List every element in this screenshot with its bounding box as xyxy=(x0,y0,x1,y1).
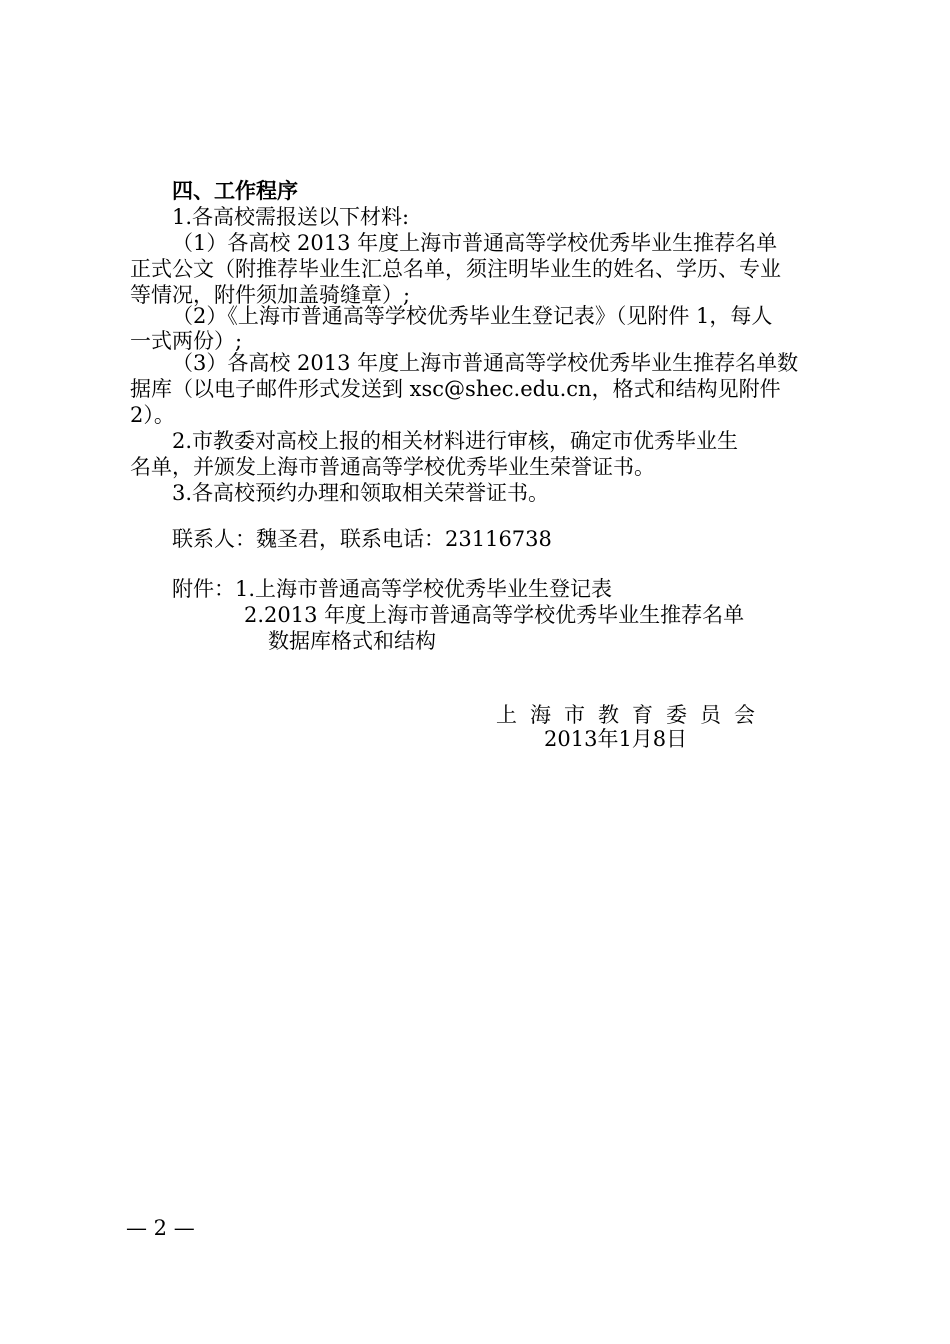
page-number: — 2 — xyxy=(126,1216,195,1240)
body-line-2: （1）各高校 2013 年度上海市普通高等学校优秀毕业生推荐名单 xyxy=(172,231,778,255)
signature-date: 2013年1月8日 xyxy=(544,727,688,751)
body-line-10: 2.市教委对高校上报的相关材料进行审核，确定市优秀毕业生 xyxy=(172,429,739,453)
body-line-5: （2）《上海市普通高等学校优秀毕业生登记表》（见附件 1，每人 xyxy=(172,304,773,328)
contact-line: 联系人：魏圣君，联系电话：23116738 xyxy=(172,527,552,551)
body-line-9: 2）。 xyxy=(130,403,175,427)
body-line-4: 等情况，附件须加盖骑缝章）; xyxy=(130,283,411,307)
body-line-1: 1.各高校需报送以下材料: xyxy=(172,205,410,229)
signature-org: 上海市教育委员会 xyxy=(496,703,768,727)
attachments-line-3: 数据库格式和结构 xyxy=(268,629,436,653)
body-line-12: 3.各高校预约办理和领取相关荣誉证书。 xyxy=(172,481,550,505)
attachments-line-1: 附件：1.上海市普通高等学校优秀毕业生登记表 xyxy=(172,577,613,601)
body-line-6: 一式两份）; xyxy=(130,329,243,353)
body-line-8: 据库（以电子邮件形式发送到 xsc@shec.edu.cn，格式和结构见附件 xyxy=(130,377,781,401)
body-line-3: 正式公文（附推荐毕业生汇总名单，须注明毕业生的姓名、学历、专业 xyxy=(130,257,781,281)
body-line-11: 名单，并颁发上海市普通高等学校优秀毕业生荣誉证书。 xyxy=(130,455,655,479)
body-line-7: （3）各高校 2013 年度上海市普通高等学校优秀毕业生推荐名单数 xyxy=(172,351,799,375)
section-heading: 四、工作程序 xyxy=(172,179,298,203)
attachments-line-2: 2.2013 年度上海市普通高等学校优秀毕业生推荐名单 xyxy=(244,603,745,627)
